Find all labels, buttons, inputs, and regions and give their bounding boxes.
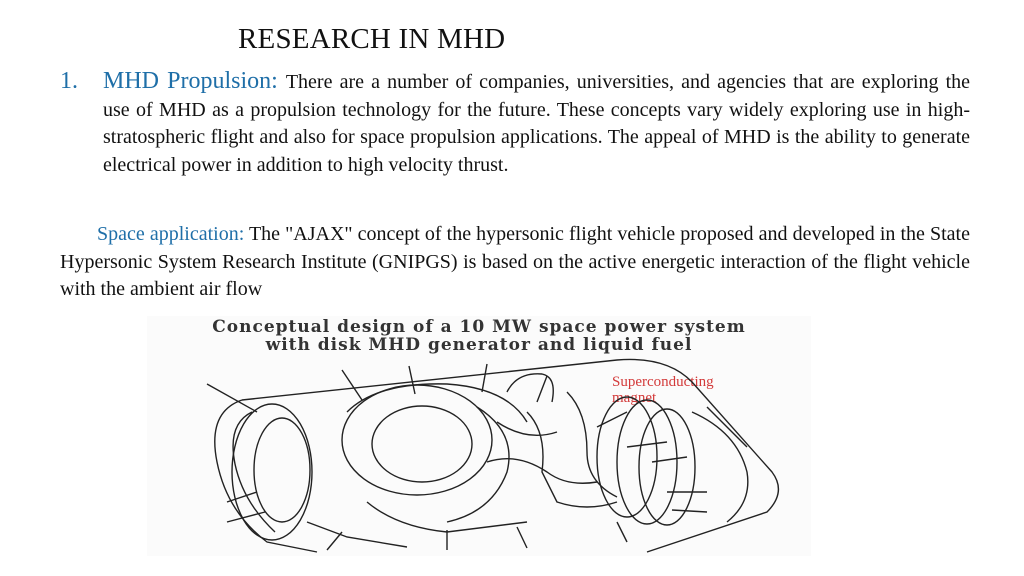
callout-line2: magnet: [612, 390, 657, 406]
slide-title: RESEARCH IN MHD: [238, 23, 506, 55]
figure-title-line1: Conceptual design of a 10 MW space power system: [212, 317, 746, 337]
callout-line1: Superconducting: [612, 374, 714, 390]
figure-title-line2: with disk MHD generator and liquid fuel: [265, 335, 693, 355]
list-number: 1.: [60, 68, 78, 94]
figure-title: [147, 318, 811, 354]
list-item-mhd-propulsion: [60, 68, 970, 179]
paragraph-text: The "AJAX" concept of the hypersonic flight vehicle proposed and developed in the State Hypersonic System Research Institute (GNIPGS) is based on the active energetic interaction of the flight vehicle with the ambient air flow: [60, 223, 970, 300]
mhd-generator-cutaway-drawing: [147, 352, 811, 556]
paragraph-lead: Space application:: [97, 223, 245, 245]
list-item-lead: MHD Propulsion:: [103, 68, 278, 94]
mhd-power-system-figure: [147, 316, 811, 556]
space-application-paragraph: [60, 221, 970, 304]
list-item-text: There are a number of companies, universities, and agencies that are exploring the use of MHD as a propulsion technology for the future. These concepts vary widely exploring use in high- stratospheric flight and also for space propulsion applications. The appeal of MHD is the ability to generate electrical power in addition to high velocity thrust.: [103, 71, 971, 176]
list-item-body: [103, 68, 970, 179]
